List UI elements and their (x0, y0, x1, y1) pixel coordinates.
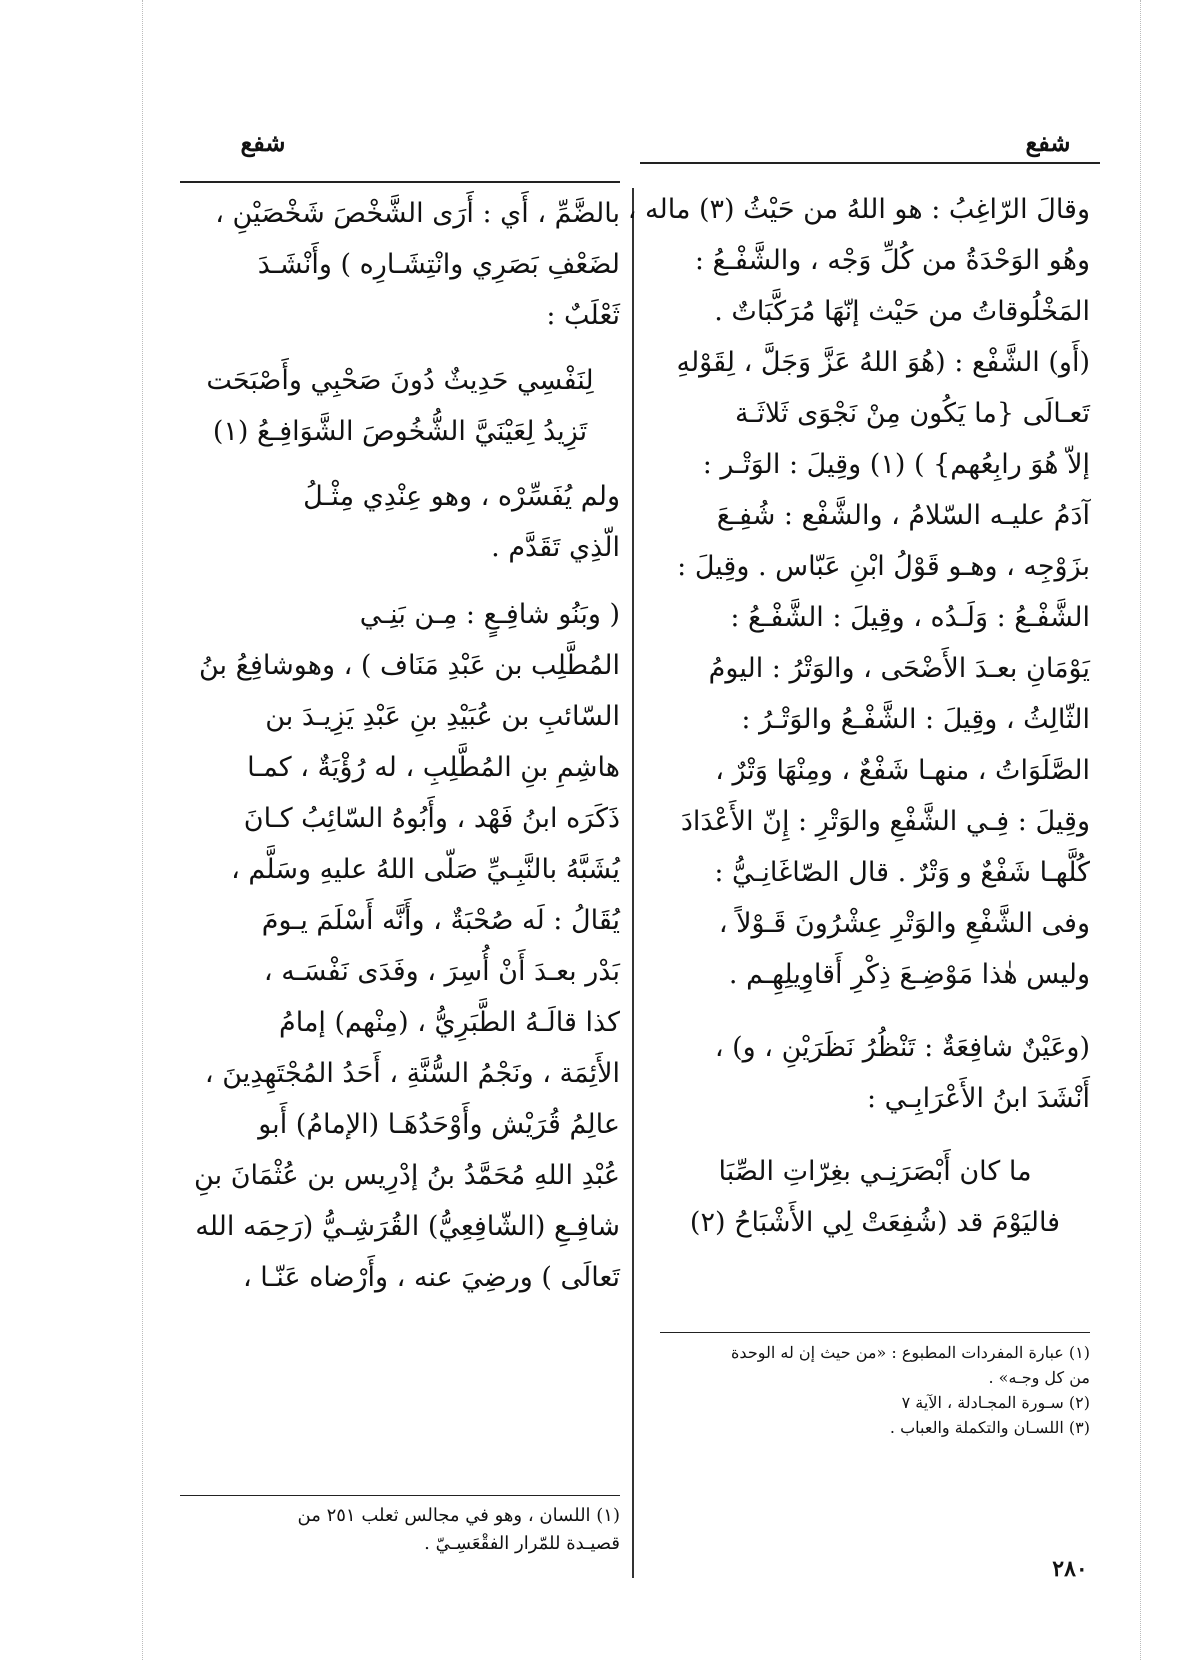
text-line: آدَمُ عليـه السّلامُ ، والشَّفْع : شُفِـعَ (716, 500, 1090, 531)
text-line: يُقَالُ : لَه صُحْبَةٌ ، وأَنَّه أَسْلَمَ يـومَ (261, 905, 620, 936)
left-verse (180, 355, 620, 457)
header-rule-left (180, 181, 620, 183)
right-para-2 (660, 1022, 1090, 1124)
text-line: أَنْشَدَ ابنُ الأَعْرَابِـي : (866, 1083, 1090, 1114)
right-verse (660, 1146, 1090, 1248)
text-line: المَخْلُوقاتُ من حَيْث إنّهَا مُرَكَّبَاتٌ . (714, 296, 1090, 327)
column-divider (632, 188, 634, 1578)
text-line: السّائبِ بن عُبَيْدِ بنِ عَبْدِ يَزِيـدَ بن (265, 701, 620, 732)
running-head-left: شفع (240, 128, 286, 157)
right-footnotes (660, 1340, 1090, 1440)
text-line: تَعـالَى {ما يَكُون مِنْ نَجْوَى ثَلاثَـة (735, 398, 1090, 429)
text-line: إلاّ هُوَ رابِعُهم} ) (١) وقِيلَ : الوَتْـر : (702, 449, 1090, 480)
text-line: يَوْمَانِ بعـدَ الأَضْحَى ، والوَتْرُ : اليومُ (708, 653, 1090, 684)
text-line: يُشَبَّهُ بالنَّبِـيِّ صَلّى اللهُ عليهِ وسَلَّم ، (231, 854, 620, 885)
text-line: الثّالِثُ ، وقِيلَ : الشَّفْـعُ والوَتْـرُ : (741, 704, 1090, 735)
text-line: (وعَيْنٌ شافِعَةٌ : تَنْظُرُ نَظَرَيْنِ ، و) ، (714, 1032, 1090, 1063)
running-head-right: شفع (1025, 128, 1071, 157)
text-line: تَعالَى ) ورضِيَ عنه ، وأَرْضاه عَنّـا ، (242, 1262, 620, 1293)
footnote-line: قصيـدة للمّرار الفقْعَسِـيّ . (424, 1533, 620, 1554)
text-line: ثَعْلَبٌ : (546, 300, 620, 331)
text-line: وقالَ الرّاغِبُ : هو اللهُ من حَيْثُ (٣) ماله ، (627, 194, 1090, 225)
footnote-rule-right (660, 1332, 1090, 1333)
text-line: الصَّلَوَاتُ ، منهـا شَفْعٌ ، ومِنْهَا وَتْرٌ ، (715, 755, 1090, 786)
text-line: وهُو الوَحْدَةُ من كُلِّ وَجْه ، والشَّفْـعُ : (694, 245, 1090, 276)
text-line: ذَكَرَه ابنُ فَهْد ، وأَبُوهُ السّائِبُ كـانَ (243, 803, 620, 834)
footnote-line: (١) عبارة المفردات المطبوع : «من حيث إن له الوحدة (731, 1343, 1090, 1362)
text-line: وليس هٰذا مَوْضِـعَ ذِكْرِ أَقاوِيلِهِـم . (728, 959, 1090, 990)
footnote-line: من كل وجـه» . (988, 1368, 1090, 1387)
text-line: لضَعْفِ بَصَرِي وانْتِشَـارِه ) وأَنْشَـدَ (257, 249, 620, 280)
footnote-line: (٣) اللسـان والتكملة والعباب . (889, 1418, 1090, 1437)
scan-edge-left (142, 0, 144, 1660)
text-line: هاشِمِ بنِ المُطَّلِبِ ، له رُؤْيَةٌ ، كمـا (247, 752, 620, 783)
page-number: ٢٨٠ (1052, 1556, 1088, 1582)
text-line: كُلَّهـا شَفْعٌ و وَتْرٌ . قال الصّاغَانِـيُّ : (714, 857, 1090, 888)
footnote-line: (١) اللسان ، وهو في مجالس ثعلب ٢٥١ من (297, 1505, 620, 1526)
scan-edge-right (1140, 0, 1142, 1660)
verse-line: لِنَفْسِي حَدِيثٌ دُونَ صَحْبِي وأَصْبَحَت (206, 365, 594, 396)
text-line: الشَّفْـعُ : وَلَـدُه ، وقِيلَ : الشَّفْـعُ : (730, 602, 1090, 633)
footnote-rule-left (180, 1495, 620, 1496)
right-para-1 (627, 184, 1090, 1000)
text-line: (أَو) الشَّفْع : (هُوَ اللهُ عَزَّ وَجَلَّ ، لِقَوْلهِ (676, 347, 1090, 378)
text-line: بالضَّمِّ ، أَي : أَرَى الشَّخْصَ شَخْصَيْنِ ، (215, 198, 620, 229)
text-line: المُطَّلِب بن عَبْدِ مَنَاف ) ، وهوشافِعُ بنُ (198, 650, 620, 681)
text-line: عالِمُ قُرَيْش وأَوْحَدُهَـا (الإمامُ) أَبو (258, 1109, 620, 1140)
left-para-2 (180, 471, 620, 573)
text-line: وفى الشَّفْعِ والوَتْرِ عِشْرُونَ قَـوْلاً ، (718, 908, 1090, 939)
left-para-1 (180, 188, 620, 341)
verse-line: ما كان أَبْصَرَنِـي بغِرّاتِ الصِّبَا (718, 1156, 1032, 1187)
text-line: بزَوْجِه ، وهـو قَوْلُ ابْنِ عَبّاس . وقِيلَ : (677, 551, 1090, 582)
text-line: بَدْر بعـدَ أَنْ أُسِرَ ، وفَدَى نَفْسَـه ، (263, 956, 620, 987)
text-line: شافِـعِ (الشّافِعِيُّ) القُرَشِـيُّ (رَحِمَه الله (195, 1211, 620, 1242)
left-column (180, 188, 620, 1303)
verse-line: تَزِيدُ لِعَيْنَيَّ الشُّخُوصَ الشَّوَافِـعُ (١) (212, 416, 588, 447)
header-rule-right (640, 162, 1100, 164)
text-line: ولم يُفَسِّرْه ، وهو عِنْدِي مِثْـلُ (303, 481, 620, 512)
text-line: ( وبَنُو شافِـعٍ : مِـن بَنِـي (359, 599, 620, 630)
left-footnotes (180, 1502, 620, 1558)
text-line: عُبْدِ اللهِ مُحَمَّدُ بنُ إدْرِيس بن عُثْمَانَ بنِ (194, 1160, 620, 1191)
right-column (627, 184, 1090, 1248)
verse-line: فاليَوْمَ قد (شُفِعَتْ لِي الأَشْبَاحُ (٢) (689, 1207, 1061, 1238)
text-line: كذا قالَـهُ الطَّبَرِيُّ ، (مِنْهم) إمامُ (279, 1007, 620, 1038)
left-para-3 (180, 589, 620, 1303)
text-line: وقِيلَ : فِـي الشَّفْعِ والوَتْرِ : إِنّ الأَعْدَادَ (680, 806, 1090, 837)
text-line: الّذِي تَقَدَّم . (491, 532, 620, 563)
text-line: الأَئِمَة ، ونَجْمُ السُّنَّةِ ، أَحَدُ المُجْتَهِدِينَ ، (204, 1058, 620, 1089)
footnote-line: (٢) سـورة المجـادلة ، الآية ٧ (901, 1393, 1090, 1412)
